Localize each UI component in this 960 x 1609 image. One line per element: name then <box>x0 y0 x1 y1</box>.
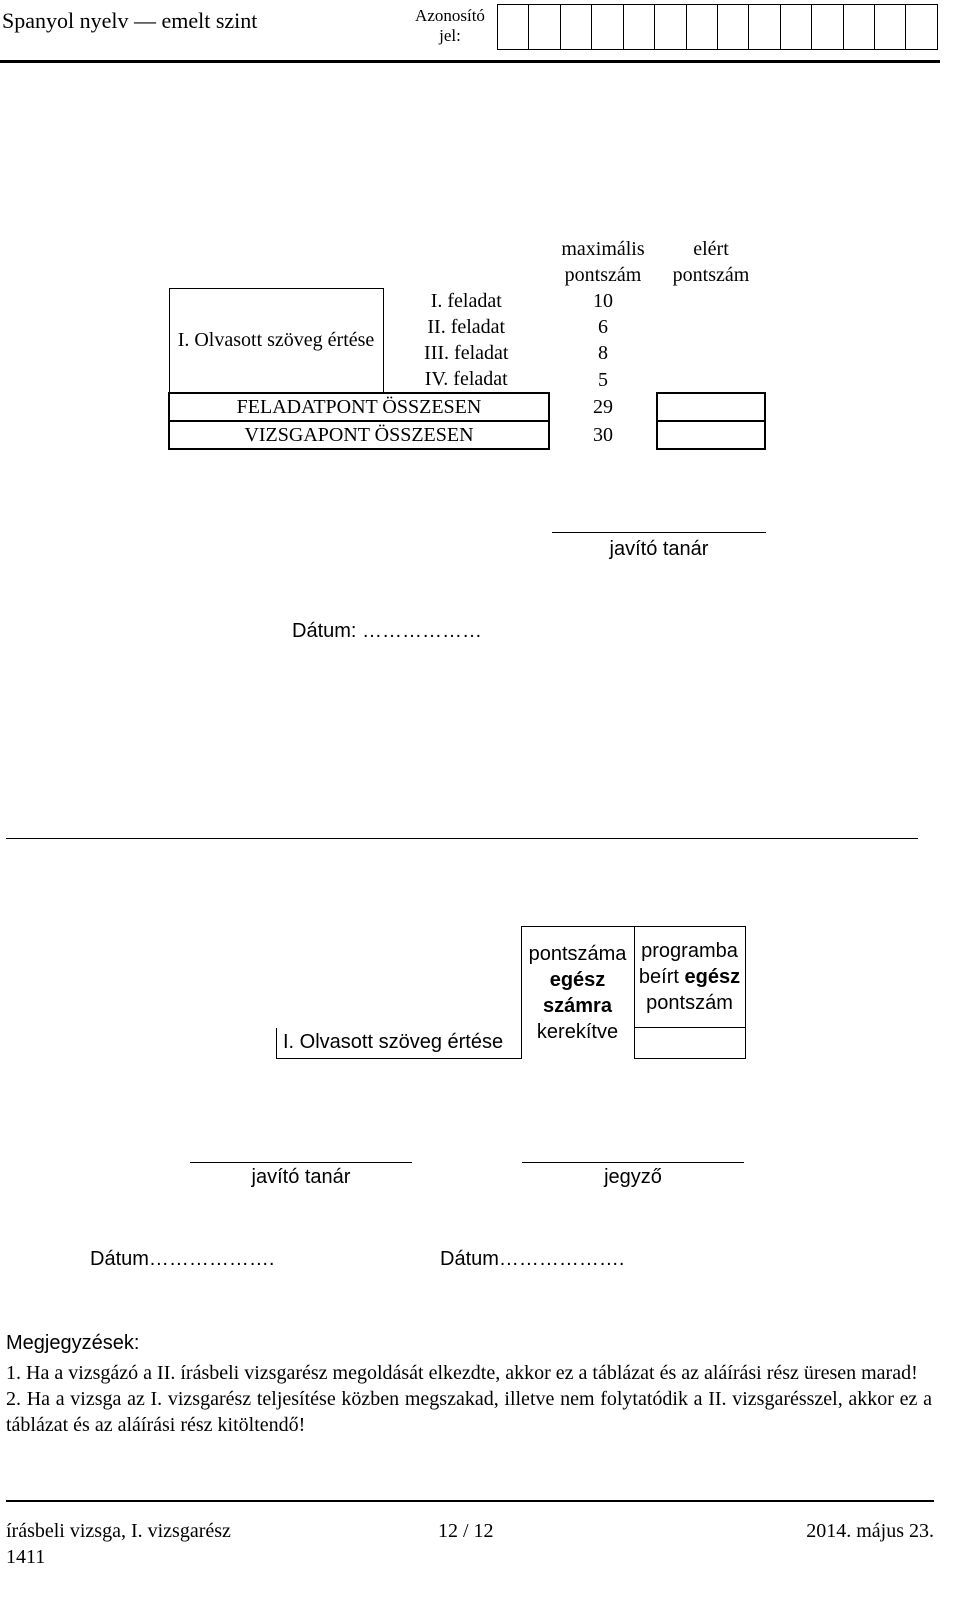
col-program-text: beírt <box>638 966 679 988</box>
col-header-rounded <box>521 927 634 1059</box>
footer-date: 2014. május 23. <box>806 1520 934 1542</box>
footer-rule <box>6 1500 934 1502</box>
section-label: I. Olvasott szöveg értése <box>277 1028 522 1059</box>
id-digit-box[interactable] <box>874 4 906 50</box>
teacher-signature-line[interactable] <box>190 1162 412 1163</box>
id-digit-box[interactable] <box>560 4 592 50</box>
col-program-text: programba <box>641 940 738 962</box>
col-header-achieved: elért pontszám <box>672 238 750 286</box>
col-program-bold: egész <box>684 966 741 988</box>
task-label: III. feladat <box>424 342 509 364</box>
col-rounded-bold: egész <box>549 968 606 991</box>
notes <box>6 1330 932 1438</box>
id-boxes <box>498 4 938 50</box>
score-table <box>168 236 766 450</box>
task-achieved-field[interactable] <box>657 288 765 314</box>
task-max: 6 <box>598 316 608 338</box>
task-total-label: FELADATPONT ÖSSZESEN <box>169 393 549 421</box>
id-digit-box[interactable] <box>528 4 560 50</box>
footer-left: írásbeli vizsga, I. vizsgarész <box>6 1520 231 1542</box>
col-rounded-text: kerekítve <box>536 1020 619 1043</box>
col-rounded-bold: számra <box>543 994 612 1017</box>
section-label: I. Olvasott szöveg értése <box>169 288 383 393</box>
date-field[interactable]: Dátum: ……………… <box>292 620 483 642</box>
id-digit-box[interactable] <box>686 4 718 50</box>
id-digit-box[interactable] <box>905 4 937 50</box>
col-rounded-text: pontszáma <box>528 942 627 965</box>
header-title: Spanyol nyelv — emelt szint <box>2 8 258 33</box>
col-program-text: pontszám <box>646 992 733 1014</box>
header-rule <box>0 60 940 63</box>
teacher-date-field[interactable]: Dátum………………. <box>90 1248 275 1270</box>
task-max: 5 <box>598 368 608 391</box>
col-header-max: maximális pontszám <box>561 238 645 286</box>
id-digit-box[interactable] <box>654 4 686 50</box>
footer-code: 1411 <box>6 1546 46 1568</box>
note-item: 1. Ha a vizsgázó a II. írásbeli vizsgarész megoldását elkezdte, akkor ez a táblázat és az aláírási rész üresen marad! <box>6 1362 918 1384</box>
id-digit-box[interactable] <box>717 4 749 50</box>
task-label: IV. feladat <box>424 368 508 390</box>
id-digit-box[interactable] <box>843 4 875 50</box>
id-digit-box[interactable] <box>591 4 623 50</box>
id-digit-box[interactable] <box>497 4 529 50</box>
section-divider <box>6 838 918 839</box>
program-score-field[interactable] <box>634 1028 745 1059</box>
footer-page: 12 / 12 <box>438 1520 494 1542</box>
clerk-signature-line[interactable] <box>522 1162 744 1163</box>
id-label: Azonosító jel: <box>415 6 485 45</box>
task-total-field[interactable] <box>657 393 765 421</box>
exam-total-max: 30 <box>593 424 613 446</box>
id-digit-box[interactable] <box>811 4 843 50</box>
task-achieved-field[interactable] <box>657 314 765 340</box>
task-max: 10 <box>593 290 613 312</box>
task-label: I. feladat <box>430 290 502 312</box>
id-digit-box[interactable] <box>623 4 655 50</box>
exam-total-label: VIZSGAPONT ÖSSZESEN <box>169 421 549 449</box>
teacher-signature-label: javító tanár <box>251 1166 351 1188</box>
clerk-date-field[interactable]: Dátum………………. <box>440 1248 625 1270</box>
col-header-program <box>634 927 745 1028</box>
rounded-score-table <box>276 926 746 1059</box>
id-digit-box[interactable] <box>780 4 812 50</box>
note-item: 2. Ha a vizsga az I. vizsgarész teljesítése közben megszakad, illetve nem folytatódik a II. vizsgarésszel, akkor ez a táblázat és az aláírási rész kitöltendő! <box>6 1388 932 1436</box>
clerk-signature-label: jegyző <box>604 1166 662 1188</box>
exam-total-field[interactable] <box>657 421 765 449</box>
task-total-max: 29 <box>593 396 613 418</box>
task-label: II. feladat <box>427 316 506 338</box>
signature-line[interactable] <box>552 532 766 533</box>
signature-label: javító tanár <box>609 538 709 560</box>
task-max: 8 <box>598 342 608 364</box>
task-achieved-field[interactable] <box>657 340 765 366</box>
task-achieved-field[interactable] <box>657 366 765 393</box>
id-digit-box[interactable] <box>748 4 780 50</box>
notes-title: Megjegyzések: <box>6 1332 140 1354</box>
